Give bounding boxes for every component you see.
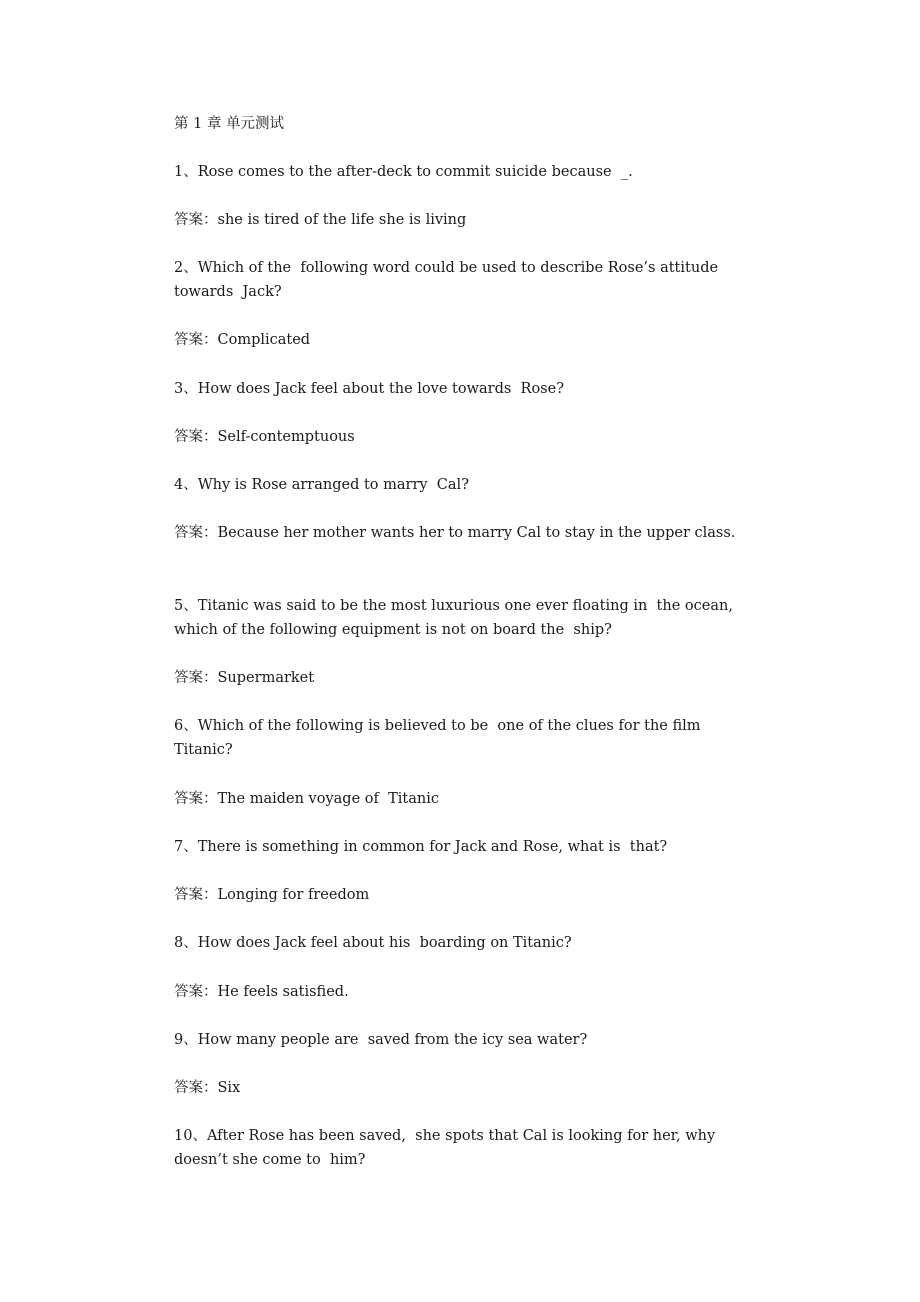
question-3: 3、How does Jack feel about the love towards Rose? (174, 381, 564, 397)
question-10: 10、After Rose has been saved, she spots that Cal is looking for her, why doesn’t she come to him? (174, 1128, 720, 1168)
answer-2: 答案：Complicated (174, 332, 311, 348)
answer-1: 答案：she is tired of the life she is living (174, 212, 467, 228)
answer-6: 答案：The maiden voyage of Titanic (174, 791, 439, 807)
question-6: 6、Which of the following is believed to be one of the clues for the film Titanic? (174, 718, 706, 758)
answer-8: 答案：He feels satisfied. (174, 984, 349, 1000)
chapter-title: 第 1 章 单元测试 (174, 116, 285, 132)
answer-3: 答案：Self-contemptuous (174, 429, 355, 445)
answer-7: 答案：Longing for freedom (174, 887, 370, 903)
question-4: 4、Why is Rose arranged to marry Cal? (174, 477, 469, 493)
answer-5: 答案：Supermarket (174, 670, 315, 686)
question-7: 7、There is something in common for Jack and Rose, what is that? (174, 839, 668, 855)
question-1: 1、Rose comes to the after-deck to commit suicide because _. (174, 164, 633, 180)
answer-4: 答案：Because her mother wants her to marry Cal to stay in the upper class. (174, 525, 736, 541)
answer-9: 答案：Six (174, 1080, 241, 1096)
question-5: 5、Titanic was said to be the most luxurious one ever floating in the ocean, which of the following equipment is not on board the ship? (174, 598, 738, 638)
question-8: 8、How does Jack feel about his boarding on Titanic? (174, 935, 572, 951)
question-2: 2、Which of the following word could be used to describe Rose’s attitude towards Jack? (174, 260, 723, 300)
question-9: 9、How many people are saved from the icy sea water? (174, 1032, 588, 1048)
